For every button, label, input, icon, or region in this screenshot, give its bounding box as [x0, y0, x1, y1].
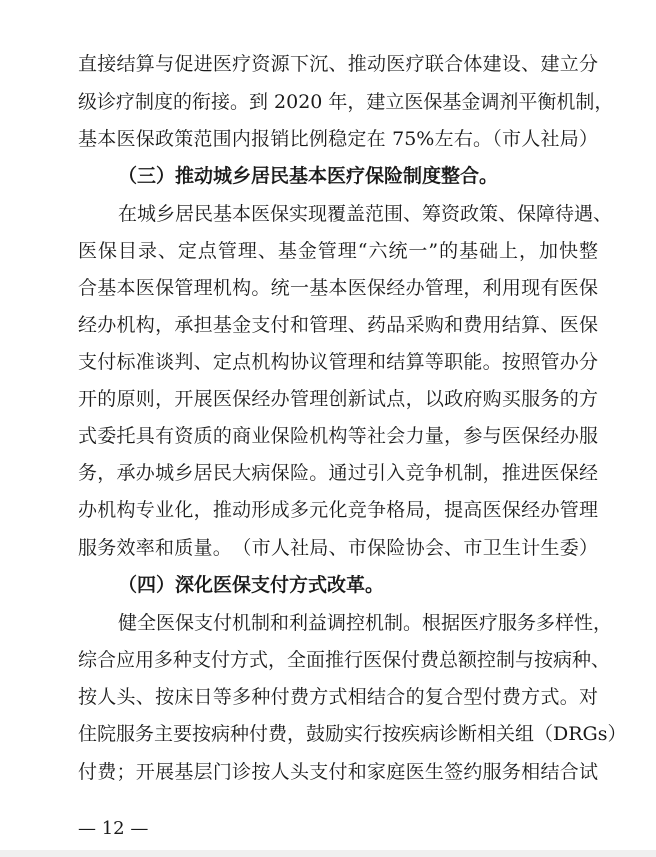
section-3-line-6: 开的原则，开展医保经办管理创新试点，以政府购买服务的方 [78, 388, 598, 410]
section-4-line-4: 住院服务主要按病种付费，鼓励实行按疾病诊断相关组（DRGs） [78, 723, 627, 745]
intro-line-2: 级诊疗制度的衔接。到 2020 年，建立医保基金调剂平衡机制， [78, 91, 614, 113]
section-3-line-3: 合基本医保管理机构。统一基本医保经办管理，利用现有医保 [78, 277, 598, 299]
section-3-heading: （三）推动城乡居民基本医疗保险制度整合。 [118, 165, 499, 187]
section-3-line-2: 医保目录、定点管理、基金管理“六统一”的基础上，加快整 [78, 240, 598, 262]
section-3-line-1: 在城乡居民基本医保实现覆盖范围、筹资政策、保障待遇、 [118, 203, 613, 225]
section-3-line-5: 支付标准谈判、定点机构协议管理和结算等职能。按照管办分 [78, 351, 598, 373]
section-3-line-10: 服务效率和质量。 （市人社局、市保险协会、市卫生计生委） [78, 537, 598, 559]
section-3-line-8: 务，承办城乡居民大病保险。通过引入竞争机制，推进医保经 [78, 462, 598, 484]
section-3-line-9: 办机构专业化，推动形成多元化竞争格局，提高医保经办管理 [78, 499, 598, 521]
page-number: — 12 — [78, 818, 149, 839]
section-4-line-5: 付费；开展基层门诊按人头支付和家庭医生签约服务相结合试 [78, 761, 598, 783]
section-3-line-4: 经办机构，承担基金支付和管理、药品采购和费用结算、医保 [78, 314, 598, 336]
page-bottom-edge [0, 850, 656, 857]
section-3-line-7: 式委托具有资质的商业保险机构等社会力量，参与医保经办服 [78, 425, 598, 447]
section-4-line-3: 按人头、按床日等多种付费方式相结合的复合型付费方式。对 [78, 686, 598, 708]
section-4-heading: （四）深化医保支付方式改革。 [118, 574, 385, 596]
intro-line-1: 直接结算与促进医疗资源下沉、推动医疗联合体建设、建立分 [78, 53, 598, 75]
section-4-line-2: 综合应用多种支付方式，全面推行医保付费总额控制与按病种、 [78, 649, 611, 671]
section-4-line-1: 健全医保支付机制和利益调控机制。根据医疗服务多样性， [118, 612, 613, 634]
intro-line-3: 基本医保政策范围内报销比例稳定在 75%左右。（市人社局） [78, 128, 598, 150]
